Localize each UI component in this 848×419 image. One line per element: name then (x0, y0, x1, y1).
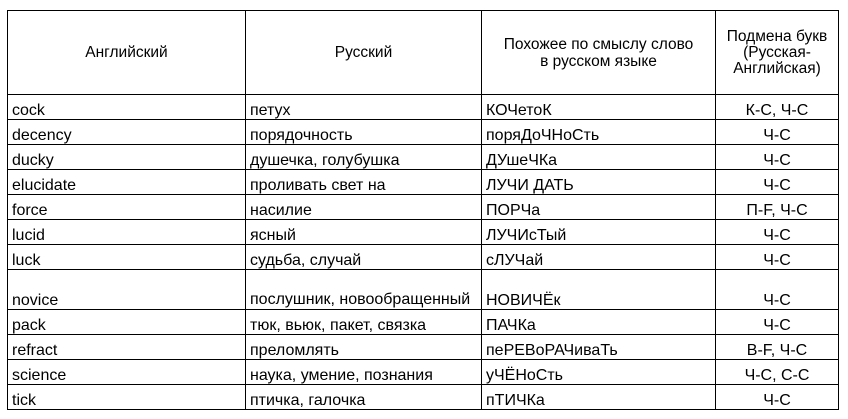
cell-russian: наука, умение, познания (246, 360, 482, 385)
cell-english: science (8, 360, 246, 385)
cell-english: cock (8, 95, 246, 120)
cell-similar: ЛУЧИ ДАТЬ (482, 170, 716, 195)
cell-similar: КОЧетоК (482, 95, 716, 120)
cell-similar: сЛУЧай (482, 245, 716, 270)
cell-similar: ПОРЧа (482, 195, 716, 220)
cell-russian: судьба, случай (246, 245, 482, 270)
cell-substitution: Ч-С (716, 220, 839, 245)
cell-english: novice (8, 270, 246, 310)
table-row (8, 120, 839, 145)
cell-substitution: П-F, Ч-С (716, 195, 839, 220)
cell-english: decency (8, 120, 246, 145)
table-row (8, 310, 839, 335)
cell-similar: НОВИЧЁк (482, 270, 716, 310)
cell-english: tick (8, 385, 246, 410)
table-row (8, 95, 839, 120)
cell-similar: уЧЁНоСть (482, 360, 716, 385)
cell-english: elucidate (8, 170, 246, 195)
cell-substitution: Ч-С (716, 310, 839, 335)
header-row (8, 11, 839, 95)
header-russian: Русский (246, 11, 482, 95)
header-substitution: Подмена букв (Русская-Английская) (716, 11, 839, 95)
cell-english: refract (8, 335, 246, 360)
table-row (8, 385, 839, 410)
cell-substitution: В-F, Ч-С (716, 335, 839, 360)
cell-english: force (8, 195, 246, 220)
cell-similar: пеРЕВоРАЧиваТь (482, 335, 716, 360)
cell-similar: пТИЧКа (482, 385, 716, 410)
table-row (8, 270, 839, 310)
table-row (8, 170, 839, 195)
cell-russian: проливать свет на (246, 170, 482, 195)
cell-russian: ясный (246, 220, 482, 245)
cell-russian: душечка, голубушка (246, 145, 482, 170)
cell-similar: ДУшеЧКа (482, 145, 716, 170)
header-english: Английский (8, 11, 246, 95)
cell-english: lucid (8, 220, 246, 245)
cell-similar: ПАЧКа (482, 310, 716, 335)
cell-russian: петух (246, 95, 482, 120)
cell-substitution: Ч-С (716, 120, 839, 145)
word-table (7, 10, 839, 410)
table-row (8, 245, 839, 270)
cell-substitution: Ч-С (716, 245, 839, 270)
cell-substitution: Ч-С (716, 145, 839, 170)
cell-similar: поряДоЧНоСть (482, 120, 716, 145)
cell-english: ducky (8, 145, 246, 170)
cell-russian: порядочность (246, 120, 482, 145)
cell-similar: ЛУЧИсТый (482, 220, 716, 245)
cell-russian: преломлять (246, 335, 482, 360)
cell-russian: птичка, галочка (246, 385, 482, 410)
cell-substitution: Ч-С (716, 270, 839, 310)
cell-substitution: Ч-С (716, 385, 839, 410)
cell-russian: тюк, вьюк, пакет, связка (246, 310, 482, 335)
cell-substitution: Ч-С, С-С (716, 360, 839, 385)
cell-english: luck (8, 245, 246, 270)
table-row (8, 145, 839, 170)
header-similar: Похожее по смыслу слово в русском языке (482, 11, 716, 95)
cell-substitution: Ч-С (716, 170, 839, 195)
table-row (8, 360, 839, 385)
table-row (8, 220, 839, 245)
cell-substitution: К-С, Ч-С (716, 95, 839, 120)
cell-russian: насилие (246, 195, 482, 220)
cell-russian: послушник, новообращенный (246, 270, 482, 310)
cell-english: pack (8, 310, 246, 335)
table-row (8, 195, 839, 220)
table-row (8, 335, 839, 360)
